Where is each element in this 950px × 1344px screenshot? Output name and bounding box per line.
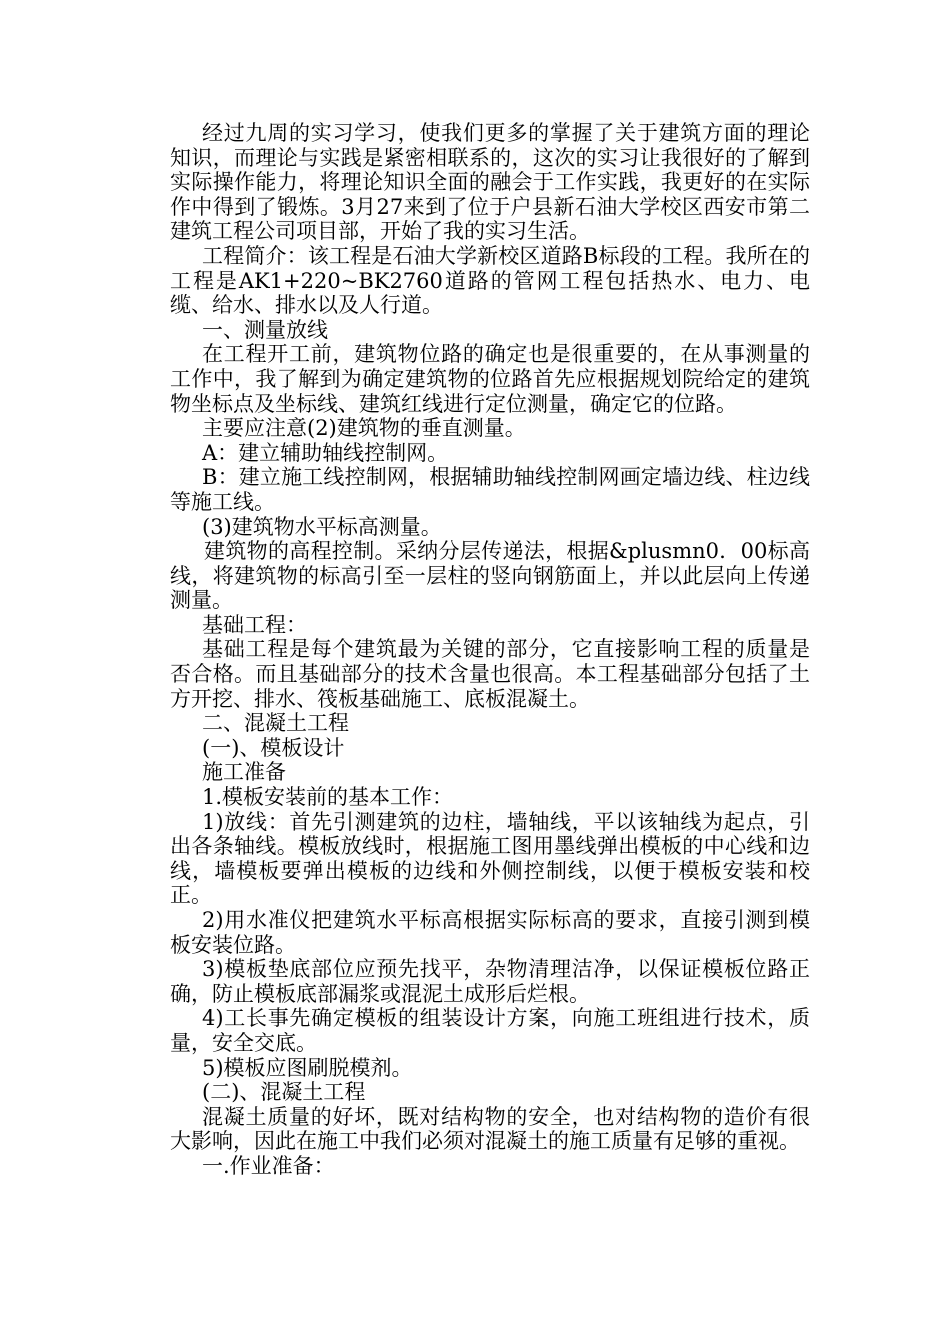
heading-preparation: 施工准备 — [202, 760, 286, 785]
paragraph-survey-positioning: 在工程开工前，建筑物位路的确定也是很重要的，在从事测量的工作中，我了解到为确定建筑物的位路首先应根据规划院给定的建筑物坐标点及坐标线、建筑红线进行定位测量，确定它的位路。 — [170, 342, 810, 416]
heading-concrete: 二、混凝土工程 — [202, 711, 349, 736]
paragraph-construction-lines: B：建立施工线控制网，根据辅助轴线控制网画定墙边线、柱边线等施工线。 — [170, 465, 810, 514]
paragraph-vertical-survey: 主要应注意(2)建筑物的垂直测量。 — [202, 416, 526, 441]
list-item-5: 5)模板应图刷脱模剂。 — [202, 1055, 413, 1080]
heading-basic-work: 1.模板安装前的基本工作： — [202, 785, 454, 810]
heading-concrete-work: (二)、混凝土工程 — [202, 1080, 366, 1105]
paragraph-elevation-control: 建筑物的高程控制。采纳分层传递法，根据&plusmn0．00标高线，将建筑物的标高引至一层柱的竖向钢筋面上，并以此层向上传递测量。 — [170, 539, 810, 613]
list-item-3: 3)模板垫底部位应预先找平，杂物清理洁净，以保证模板位路正确，防止模板底部漏浆或混泥土成形后烂根。 — [170, 957, 810, 1006]
paragraph-concrete-quality: 混凝土质量的好坏，既对结构物的安全，也对结构物的造价有很大影响，因此在施工中我们必须对混凝土的施工质量有足够的重视。 — [170, 1104, 810, 1154]
heading-formwork-design: (一)、模板设计 — [202, 735, 345, 760]
list-item-4: 4)工长事先确定模板的组装设计方案，向施工班组进行技术，质量，安全交底。 — [170, 1006, 810, 1055]
heading-survey: 一、测量放线 — [202, 317, 328, 342]
paragraph-elevation-survey: (3)建筑物水平标高测量。 — [202, 514, 442, 539]
paragraph-axis-control: A：建立辅助轴线控制网。 — [202, 440, 449, 465]
paragraph-intro: 经过九周的实习学习，使我们更多的掌握了关于建筑方面的理论知识，而理论与实践是紧密相联系的，这次的实习让我很好的了解到实际操作能力，将理论知识全面的融会于工作实践，我更好的在实际作中得到了锻炼。3月27来到了位于户县新石油大学校区西安市第二建筑工程公司项目部，开始了我的实习生活。 — [170, 121, 810, 244]
paragraph-foundation: 基础工程是每个建筑最为关键的部分，它直接影响工程的质量是否合格。而且基础部分的技术含量也很高。本工程基础部分包括了土方开挖、排水、筏板基础施工、底板混凝土。 — [170, 637, 810, 711]
heading-work-preparation: 一.作业准备： — [202, 1153, 335, 1178]
list-item-2: 2)用水准仪把建筑水平标高根据实际标高的要求，直接引测到模板安装位路。 — [170, 908, 810, 957]
heading-foundation: 基础工程： — [202, 612, 307, 637]
document-page — [170, 121, 810, 1179]
paragraph-project-summary: 工程简介：该工程是石油大学新校区道路B标段的工程。我所在的工程是AK1+220~BK2760道路的管网工程包括热水、电力、电缆、给水、排水以及人行道。 — [170, 243, 810, 318]
list-item-1: 1)放线：首先引测建筑的边柱，墙轴线，平以该轴线为起点，引出各条轴线。模板放线时，根据施工图用墨线弹出模板的中心线和边线，墙模板要弹出模板的边线和外侧控制线，以便于模板安装和校正。 — [170, 809, 810, 908]
